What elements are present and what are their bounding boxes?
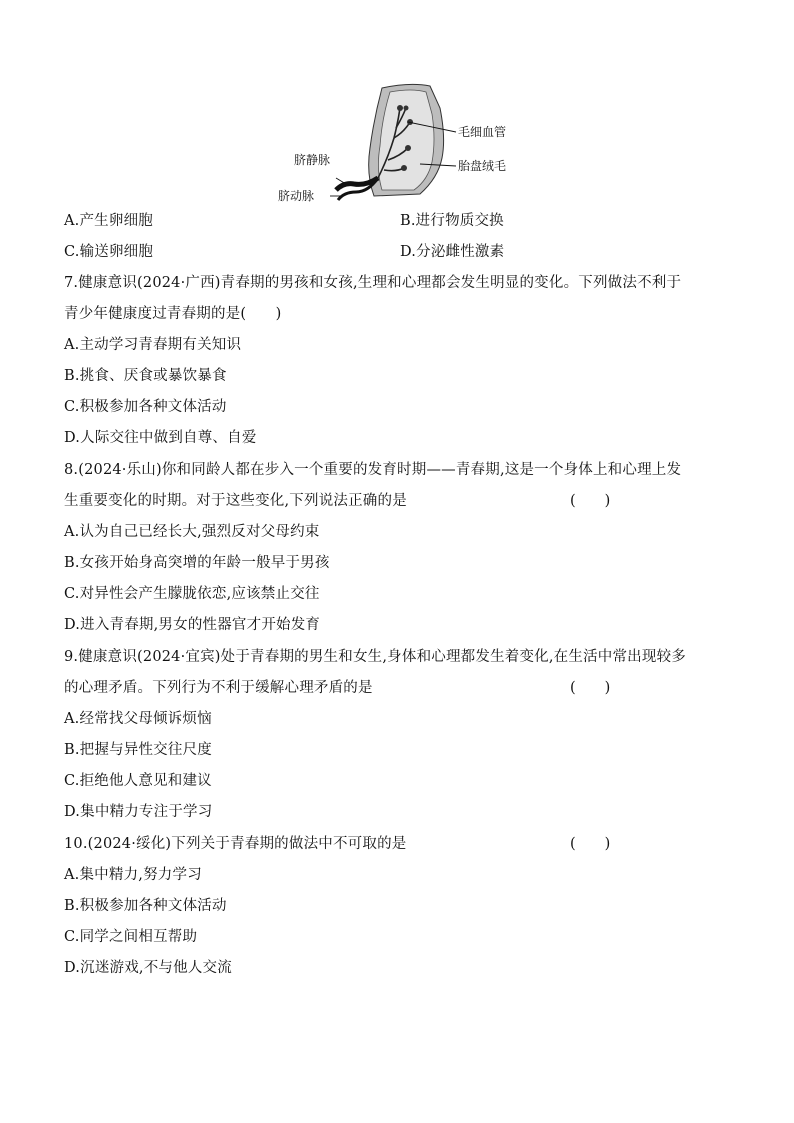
- q7-stem-line2: 青少年健康度过青春期的是( ): [64, 306, 282, 322]
- label-capillary: 毛细血管: [458, 125, 507, 139]
- q10-option-d: D.沉迷游戏,不与他人交流: [64, 960, 232, 976]
- q10-option-b: B.积极参加各种文体活动: [64, 898, 227, 914]
- label-umbilical-artery: 脐动脉: [278, 189, 315, 203]
- q9-option-d: D.集中精力专注于学习: [64, 804, 213, 820]
- q7-stem-line1: 7.健康意识(2024·广西)青春期的男孩和女孩,生理和心理都会发生明显的变化。下列做法不利于: [64, 275, 682, 291]
- q8-option-c: C.对异性会产生朦胧依恋,应该禁止交往: [64, 586, 320, 602]
- q6-option-c: C.输送卵细胞: [64, 244, 154, 260]
- q10-option-c: C.同学之间相互帮助: [64, 929, 198, 945]
- q8-option-b: B.女孩开始身高突增的年龄一般早于男孩: [64, 555, 330, 571]
- placenta-diagram: [270, 78, 540, 213]
- q9-option-b: B.把握与异性交往尺度: [64, 742, 212, 758]
- q10-answer-paren: ( ): [570, 836, 611, 852]
- q9-stem-line2: 的心理矛盾。下列行为不利于缓解心理矛盾的是: [64, 680, 373, 696]
- q9-answer-paren: ( ): [570, 680, 611, 696]
- label-umbilical-vein: 脐静脉: [294, 153, 331, 167]
- q8-stem-line1: 8.(2024·乐山)你和同龄人都在步入一个重要的发育时期——青春期,这是一个身体上和心理上发: [64, 462, 682, 478]
- q10-stem-line1: 10.(2024·绥化)下列关于青春期的做法中不可取的是: [64, 836, 407, 852]
- q9-stem-line1: 9.健康意识(2024·宜宾)处于青春期的男生和女生,身体和心理都发生着变化,在生活中常出现较多: [64, 649, 686, 665]
- q7-option-c: C.积极参加各种文体活动: [64, 399, 227, 415]
- q7-option-a: A.主动学习青春期有关知识: [64, 337, 242, 353]
- q9-option-a: A.经常找父母倾诉烦恼: [64, 711, 212, 727]
- q9-option-c: C.拒绝他人意见和建议: [64, 773, 212, 789]
- q8-answer-paren: ( ): [570, 493, 611, 509]
- label-villi: 胎盘绒毛: [458, 159, 507, 173]
- q8-option-a: A.认为自己已经长大,强烈反对父母约束: [64, 524, 320, 540]
- q6-option-b: B.进行物质交换: [400, 213, 504, 229]
- placenta-inner-layer: [378, 90, 434, 190]
- q10-option-a: A.集中精力,努力学习: [64, 867, 202, 883]
- q7-option-b: B.挑食、厌食或暴饮暴食: [64, 368, 227, 384]
- q6-option-d: D.分泌雌性激素: [400, 244, 505, 260]
- q8-stem-line2: 生重要变化的时期。对于这些变化,下列说法正确的是: [64, 493, 407, 509]
- q7-option-d: D.人际交往中做到自尊、自爱: [64, 430, 257, 446]
- q6-option-a: A.产生卵细胞: [64, 213, 153, 229]
- q8-option-d: D.进入青春期,男女的性器官才开始发育: [64, 617, 321, 633]
